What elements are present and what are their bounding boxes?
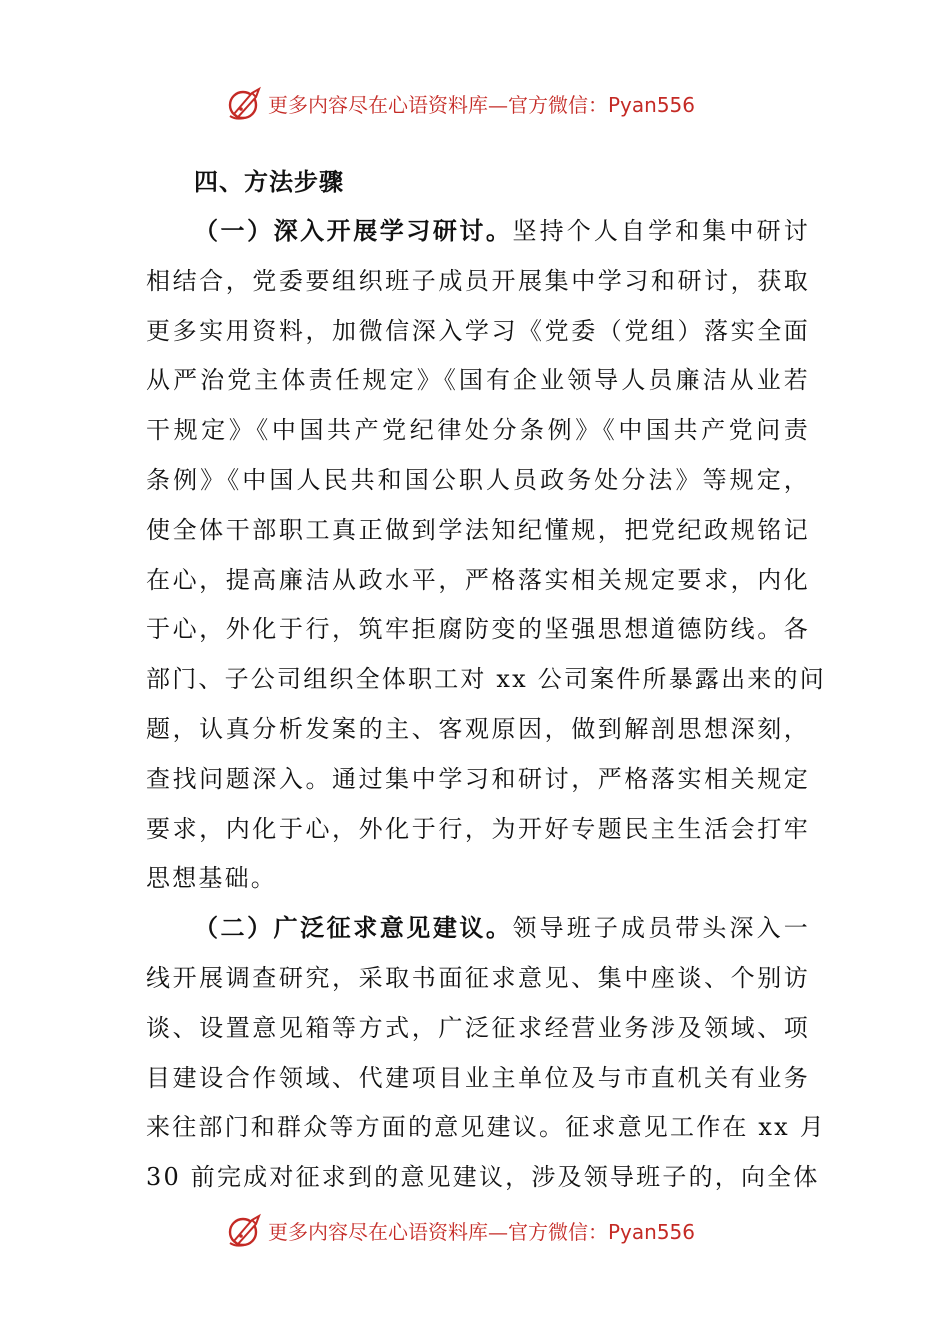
watermark-text: 更多内容尽在心语资料库—官方微信：Pyan556 bbox=[268, 92, 696, 117]
paragraph-line: 30 前完成对征求到的意见建议，涉及领导班子的，向全体 bbox=[146, 1163, 820, 1192]
paragraph-2 bbox=[146, 904, 826, 1203]
pen-nib-logo-icon bbox=[226, 83, 266, 123]
watermark-text: 更多内容尽在心语资料库—官方微信：Pyan556 bbox=[268, 1219, 696, 1244]
section-heading: 四、方法步骤 bbox=[194, 168, 344, 196]
pen-nib-logo-icon bbox=[226, 1210, 266, 1250]
paragraph-lead: （一）深入开展学习研讨。 bbox=[194, 217, 513, 245]
paragraph-line: 目建设合作领域、代建项目业主单位及与市直机关有业务 bbox=[146, 1063, 810, 1092]
paragraph-line: 于心，外化于行，筑牢拒腐防变的坚强思想道德防线。各 bbox=[146, 615, 810, 644]
wechat-id: Pyan556 bbox=[608, 1219, 696, 1244]
paragraph-line: 条例》《中国人民共和国公职人员政务处分法》等规定， bbox=[146, 465, 810, 494]
paragraph-line: 相结合，党委要组织班子成员开展集中学习和研讨，获取 bbox=[146, 266, 810, 295]
paragraph-line: 思想基础。 bbox=[146, 864, 277, 893]
paragraph-line: 干规定》《中国共产党纪律处分条例》《中国共产党问责 bbox=[146, 416, 810, 445]
paragraph-line: 要求，内化于心，外化于行，为开好专题民主生活会打牢 bbox=[146, 814, 810, 843]
paragraph-line: 谈、设置意见箱等方式，广泛征求经营业务涉及领域、项 bbox=[146, 1013, 810, 1042]
paragraph-line: 部门、子公司组织全体职工对 xx 公司案件所暴露出来的问 bbox=[146, 665, 826, 694]
paragraph-lead: （二）广泛征求意见建议。 bbox=[194, 914, 513, 943]
paragraph-line: 来往部门和群众等方面的意见建议。征求意见工作在 xx 月 bbox=[146, 1113, 826, 1142]
paragraph-line: （二）广泛征求意见建议。领导班子成员带头深入一 bbox=[194, 914, 810, 943]
paragraph-line: 线开展调查研究，采取书面征求意见、集中座谈、个别访 bbox=[146, 963, 810, 992]
paragraph-line: 从严治党主体责任规定》《国有企业领导人员廉洁从业若 bbox=[146, 366, 810, 395]
wechat-id: Pyan556 bbox=[608, 92, 696, 117]
paragraph-line: 更多实用资料，加微信深入学习《党委（党组）落实全面 bbox=[146, 316, 810, 345]
watermark-banner-bottom bbox=[226, 1210, 746, 1250]
watermark-banner-top bbox=[226, 83, 746, 123]
paragraph-line: 在心，提高廉洁从政水平，严格落实相关规定要求，内化 bbox=[146, 565, 810, 594]
paragraph-1 bbox=[146, 207, 826, 904]
paragraph-line: 查找问题深入。通过集中学习和研讨，严格落实相关规定 bbox=[146, 764, 810, 793]
paragraph-line: 题，认真分析发案的主、客观原因，做到解剖思想深刻， bbox=[146, 714, 810, 743]
paragraph-line: 使全体干部职工真正做到学法知纪懂规，把党纪政规铭记 bbox=[146, 515, 810, 544]
paragraph-line: （一）深入开展学习研讨。坚持个人自学和集中研讨 bbox=[194, 217, 810, 245]
document-body bbox=[146, 143, 826, 1203]
